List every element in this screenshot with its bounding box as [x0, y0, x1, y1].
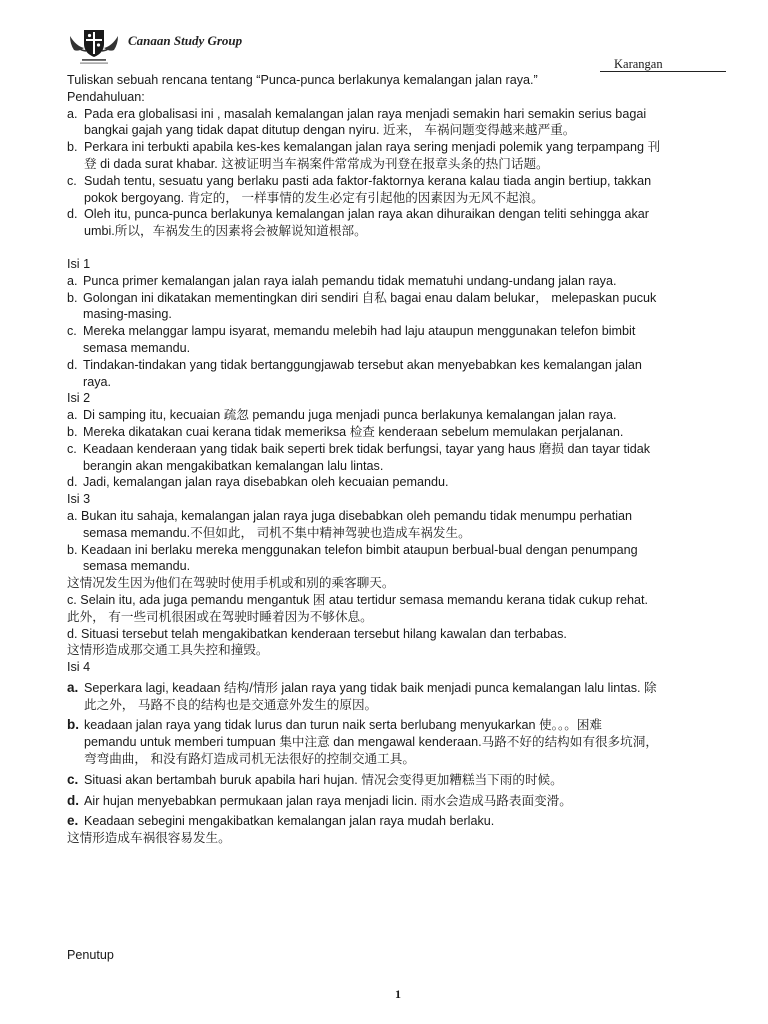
list-item [67, 680, 727, 714]
list-item [67, 793, 727, 810]
organization-name: Canaan Study Group [128, 33, 243, 48]
school-crest-logo [66, 26, 122, 66]
item-label: d. [67, 792, 79, 808]
item-label: b. [67, 290, 78, 305]
item-text: Punca primer kemalangan jalan raya ialah pemandu tidak mematuhi undang-undang jalan raya. [83, 273, 617, 288]
item-text: Golongan ini dikatakan mementingkan diri sendiri 自私 bagai enau dalam belukar， melepaskan pucuk [83, 290, 657, 305]
item-label: c. [67, 441, 77, 456]
section-heading-pendahuluan: Pendahuluan: [67, 89, 145, 104]
section-heading-isi-2: Isi 2 [67, 391, 91, 406]
item-text: Tindakan-tindakan yang tidak bertanggungjawab tersebut akan menyebabkan kes kemalangan jalan [83, 357, 642, 372]
isi3-item-a: a. Bukan itu sahaja, kemalangan jalan raya juga disebabkan oleh pemandu tidak menumpu perhatian [67, 508, 633, 523]
list-item [67, 273, 727, 290]
isi4-closing-translation: 这情形造成车祸很容易发生。 [67, 831, 231, 846]
item-text-cont: pokok bergoyang. 肯定的， 一样事情的发生必定有引起他的因素因为无风不起浪。 [84, 190, 544, 205]
item-label: d. [67, 357, 78, 372]
list-item [67, 717, 727, 767]
section-heading-isi-4: Isi 4 [67, 660, 91, 675]
item-text-cont: umbi.所以，车祸发生的因素将会被解说知道根部。 [84, 224, 367, 239]
list-item [67, 323, 727, 357]
item-text: Keadaan sebegini mengakibatkan kemalangan jalan raya mudah berlaku. [84, 814, 495, 829]
item-text: Di samping itu, kecuaian 疏忽 pemandu juga menjadi punca berlakunya kemalangan jalan raya. [83, 408, 617, 423]
item-text: Situasi akan bertambah buruk apabila hari hujan. 情况会变得更加糟糕当下雨的时候。 [84, 772, 563, 787]
list-item [67, 290, 727, 324]
isi3-item-d-translation: 这情形造成那交通工具失控和撞毁。 [67, 643, 269, 658]
item-label: c. [67, 771, 79, 787]
page-number: 1 [395, 987, 401, 1001]
item-text: Mereka dikatakan cuai kerana tidak memeriksa 检查 kenderaan sebelum memulakan perjalanan. [83, 424, 624, 439]
list-item [67, 206, 727, 240]
item-text-cont: semasa memandu. [83, 340, 191, 355]
item-text: Jadi, kemalangan jalan raya disebabkan oleh kecuaian pemandu. [83, 475, 449, 490]
item-label: b. [67, 424, 78, 439]
isi3-item-b-cont: semasa memandu. [83, 559, 191, 574]
list-item [67, 441, 727, 475]
isi3-item-c-translation: 此外， 有一些司机很困或在驾驶时睡着因为不够休息。 [67, 609, 373, 624]
list-item [67, 173, 727, 207]
item-text-cont: raya. [83, 374, 111, 389]
item-label: d. [67, 475, 78, 490]
item-label: b. [67, 717, 79, 733]
item-text-cont: berangin akan mengakibatkan kemalangan lalu lintas. [83, 458, 384, 473]
item-text-cont: 登 di dada surat khabar. 这被证明当车祸案件常常成为刊登在报章头条的热门话题。 [84, 156, 549, 171]
item-text: Keadaan kenderaan yang tidak baik seperti brek tidak berfungsi, tayar yang haus 磨损 dan tayar tidak [83, 441, 651, 456]
item-text: keadaan jalan raya yang tidak lurus dan turun naik serta berlubang menyukarkan 使。。。困难 [84, 718, 603, 733]
task-instruction: Tuliskan sebuah rencana tentang “Punca-punca berlakunya kemalangan jalan raya.” [67, 73, 538, 87]
list-item [67, 407, 727, 424]
page-header [0, 0, 768, 76]
isi3-item-c: c. Selain itu, ada juga pemandu mengantuk 困 atau tertidur semasa memandu kerana tidak cukup rehat. [67, 592, 649, 607]
item-text: Mereka melanggar lampu isyarat, memandu melebih had laju ataupun menggunakan telefon bimbit [83, 324, 636, 339]
item-label: a. [67, 679, 79, 695]
list-item [67, 424, 727, 441]
essay-outline [67, 72, 727, 847]
item-label: b. [67, 140, 78, 155]
section-heading-penutup: Penutup [67, 948, 114, 962]
item-text: Pada era globalisasi ini , masalah kemalangan jalan raya menjadi semakin hari semakin serius bagai [84, 106, 647, 121]
list-item [67, 106, 727, 140]
item-text: Seperkara lagi, keadaan 结构/情形 jalan raya yang tidak baik menjadi punca kemalangan lalu lintas. 除 [84, 680, 657, 695]
item-label: a. [67, 408, 78, 423]
isi3-item-d: d. Situasi tersebut telah mengakibatkan kenderaan tersebut hilang kawalan dan terbabas. [67, 626, 567, 641]
item-text-cont: bangkai gajah yang tidak dapat ditutup dengan nyiru. 近来， 车祸问题变得越来越严重。 [84, 123, 576, 138]
item-label: c. [67, 324, 77, 339]
isi3-item-a-cont: semasa memandu.不但如此， 司机不集中精神驾驶也造成车祸发生。 [83, 525, 471, 540]
item-text-cont: masing-masing. [83, 307, 172, 322]
item-text-cont: 弯弯曲曲， 和没有路灯造成司机无法很好的控制交通工具。 [84, 752, 415, 767]
list-item [67, 813, 727, 830]
item-label: c. [67, 173, 77, 188]
item-label: a. [67, 106, 78, 121]
list-item [67, 772, 727, 789]
item-text: Sudah tentu, sesuatu yang berlaku pasti ada faktor-faktornya kerana kalau tiada angin bertiup, takkan [84, 173, 652, 188]
section-heading-isi-1: Isi 1 [67, 256, 91, 271]
item-text-cont: 此之外， 马路不良的结构也是交通意外发生的原因。 [84, 697, 378, 712]
list-item [67, 139, 727, 173]
list-item [67, 357, 727, 391]
isi3-item-b-translation: 这情况发生因为他们在驾驶时使用手机或和别的乘客聊天。 [67, 576, 395, 591]
item-label: e. [67, 813, 79, 829]
item-text: Oleh itu, punca-punca berlakunya kemalangan jalan raya akan dihuraikan dengan teliti sehingga akar [84, 207, 649, 222]
item-label: d. [67, 207, 78, 222]
isi3-item-b: b. Keadaan ini berlaku mereka menggunakan telefon bimbit ataupun berbual-bual dengan penumpang [67, 542, 638, 557]
list-item [67, 474, 727, 491]
document-type-label: Karangan [614, 57, 663, 71]
item-text: Perkara ini terbukti apabila kes-kes kemalangan jalan raya sering menjadi polemik yang terpampang 刊 [84, 140, 661, 155]
item-label: a. [67, 273, 78, 288]
item-text-cont: pemandu untuk memberi tumpuan 集中注意 dan mengawal kenderaan.马路不好的结构如有很多坑洞， [84, 735, 658, 750]
item-text: Air hujan menyebabkan permukaan jalan raya menjadi licin. 雨水会造成马路表面变滑。 [84, 793, 572, 808]
section-heading-isi-3: Isi 3 [67, 492, 91, 507]
